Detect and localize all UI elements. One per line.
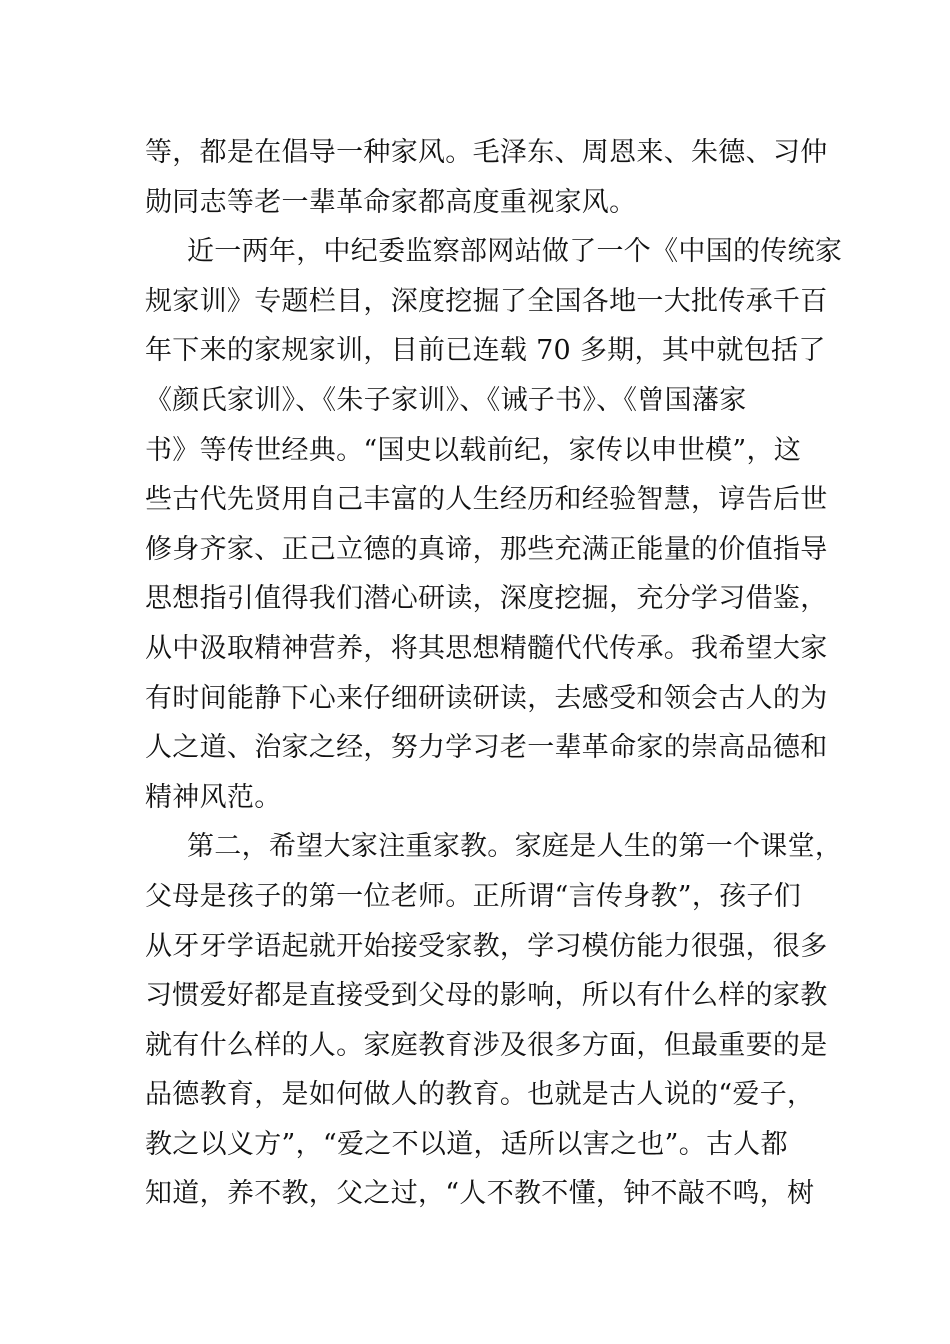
- text-line: 等，都是在倡导一种家风。毛泽东、周恩来、朱德、习仲: [145, 137, 828, 168]
- paragraph-start-line: 第二，希望大家注重家教。家庭是人生的第一个课堂，: [187, 831, 843, 863]
- text-line: 人之道、治家之经，努力学习老一辈革命家的崇高品德和: [145, 732, 828, 764]
- text-line: 教之以义方”，“爱之不以道，适所以害之也”。古人都: [145, 1128, 788, 1160]
- text-line: 习惯爱好都是直接受到父母的影响，所以有什么样的家教: [145, 980, 828, 1012]
- text-line: 些古代先贤用自己丰富的人生经历和经验智慧，谆告后世: [145, 484, 828, 516]
- text-line: 《颜氏家训》、《朱子家训》、《诫子书》、《曾国藩家: [145, 384, 747, 416]
- text-line: 思想指引值得我们潜心研读，深度挖掘，充分学习借鉴，: [145, 583, 828, 615]
- text-line: 勋同志等老一辈革命家都高度重视家风。: [145, 186, 637, 218]
- text-line: 从中汲取精神营养，将其思想精髓代代传承。我希望大家: [145, 632, 828, 664]
- body-text: [145, 128, 843, 1219]
- text-line: 知道，养不教，父之过，“人不教不懂，钟不敲不鸣，树: [145, 1178, 815, 1210]
- text-line: 从牙牙学语起就开始接受家教，学习模仿能力很强，很多: [145, 930, 828, 962]
- text-line: 父母是孩子的第一位老师。正所谓“言传身教”，孩子们: [145, 880, 802, 912]
- paragraph-start-line: 近一两年，中纪委监察部网站做了一个《中国的传统家: [187, 236, 843, 268]
- text-line: 年下来的家规家训，目前已连载 70 多期，其中就包括了: [145, 335, 826, 367]
- text-line: 精神风范。: [145, 781, 282, 813]
- text-line: 品德教育，是如何做人的教育。也就是古人说的“爱子，: [145, 1079, 815, 1111]
- text-line: 规家训》专题栏目，深度挖掘了全国各地一大批传承千百: [145, 285, 828, 317]
- text-line: 就有什么样的人。家庭教育涉及很多方面，但最重要的是: [145, 1029, 828, 1061]
- text-line: 修身齐家、正己立德的真谛，那些充满正能量的价值指导: [145, 533, 828, 565]
- text-line: 书》等传世经典。“国史以载前纪，家传以申世模”，这: [145, 434, 802, 466]
- text-line: 有时间能静下心来仔细研读研读，去感受和领会古人的为: [145, 682, 828, 714]
